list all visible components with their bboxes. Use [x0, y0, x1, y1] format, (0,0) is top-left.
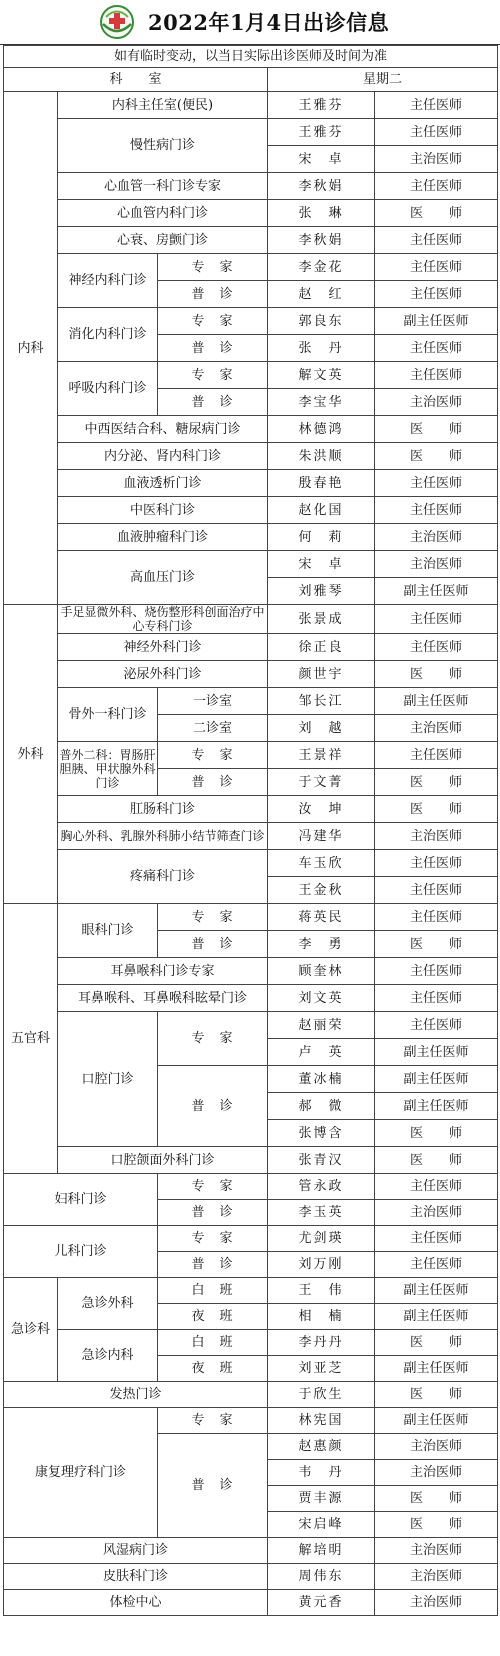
sub-cell: 普 诊 [158, 1066, 268, 1147]
title-cell: 主治医师 [375, 823, 498, 850]
sub-cell: 专 家 [158, 308, 268, 335]
doctor-cell: 李 勇 [268, 931, 375, 958]
title-cell: 主任医师 [375, 119, 498, 146]
category-waike: 外科 [4, 605, 58, 904]
title-cell: 主治医师 [375, 551, 498, 578]
doctor-cell: 郝 微 [268, 1093, 375, 1120]
dept-cell: 消化内科门诊 [58, 308, 158, 362]
title-cell: 主任医师 [375, 904, 498, 931]
table-row [4, 1408, 498, 1434]
table-row [4, 1278, 498, 1304]
dept-cell: 口腔门诊 [58, 1012, 158, 1147]
title-cell: 主任医师 [375, 850, 498, 877]
sub-cell: 普 诊 [158, 389, 268, 416]
doctor-cell: 徐正良 [268, 634, 375, 661]
title-cell: 主任医师 [375, 605, 498, 634]
doctor-cell: 宋 卓 [268, 146, 375, 173]
table-row [4, 742, 498, 769]
title-cell: 医 师 [375, 1330, 498, 1356]
sub-cell: 专 家 [158, 1012, 268, 1066]
title-cell: 主治医师 [375, 389, 498, 416]
table-row [4, 634, 498, 661]
title-cell: 主任医师 [375, 877, 498, 904]
title-cell: 主治医师 [375, 146, 498, 173]
doctor-cell: 颜世宇 [268, 661, 375, 688]
doctor-cell: 顾奎林 [268, 958, 375, 985]
dept-cell: 骨外一科门诊 [58, 688, 158, 742]
column-header-day: 星期二 [268, 68, 498, 92]
doctor-cell: 王景祥 [268, 742, 375, 769]
title-cell: 副主任医师 [375, 578, 498, 605]
table-row [4, 200, 498, 227]
doctor-cell: 蒋英民 [268, 904, 375, 931]
title-cell: 主任医师 [375, 92, 498, 119]
doctor-cell: 朱洪顺 [268, 443, 375, 470]
doctor-cell: 解培明 [268, 1538, 375, 1564]
dept-cell: 血液透析门诊 [58, 470, 268, 497]
title-cell: 副主任医师 [375, 1039, 498, 1066]
dept-cell: 风湿病门诊 [4, 1538, 268, 1564]
title-cell: 医 师 [375, 661, 498, 688]
doctor-cell: 董冰楠 [268, 1066, 375, 1093]
doctor-cell: 郭良东 [268, 308, 375, 335]
title-cell: 主治医师 [375, 1590, 498, 1616]
dept-cell: 心血管一科门诊专家 [58, 173, 268, 200]
sub-cell: 普 诊 [158, 1200, 268, 1226]
dept-cell: 普外二科：胃肠肝胆胰、甲状腺外科门诊 [58, 742, 158, 796]
dept-cell: 高血压门诊 [58, 551, 268, 605]
doctor-cell: 卢 英 [268, 1039, 375, 1066]
title-cell: 医 师 [375, 1486, 498, 1512]
sub-cell: 普 诊 [158, 281, 268, 308]
dept-cell: 内科主任室(便民) [58, 92, 268, 119]
title-cell: 主任医师 [375, 362, 498, 389]
sub-cell: 专 家 [158, 1174, 268, 1200]
dept-cell: 慢性病门诊 [58, 119, 268, 173]
table-row [4, 227, 498, 254]
sub-cell: 普 诊 [158, 335, 268, 362]
table-row [4, 796, 498, 823]
sub-cell: 普 诊 [158, 769, 268, 796]
dept-cell: 神经内科门诊 [58, 254, 158, 308]
title-cell: 医 师 [375, 1512, 498, 1538]
title-cell: 主任医师 [375, 742, 498, 769]
doctor-cell: 李金花 [268, 254, 375, 281]
title-cell: 医 师 [375, 1382, 498, 1408]
title-cell: 副主任医师 [375, 688, 498, 715]
table-row [4, 1012, 498, 1039]
dept-cell: 疼痛科门诊 [58, 850, 268, 904]
dept-cell: 泌尿外科门诊 [58, 661, 268, 688]
sub-cell: 专 家 [158, 904, 268, 931]
table-row [4, 497, 498, 524]
dept-cell: 手足显微外科、烧伤整形科创面治疗中心专科门诊 [58, 605, 268, 634]
title-cell: 主任医师 [375, 634, 498, 661]
doctor-cell: 宋 卓 [268, 551, 375, 578]
title-cell: 主任医师 [375, 281, 498, 308]
doctor-cell: 张 琳 [268, 200, 375, 227]
table-row [4, 308, 498, 335]
dept-cell: 肛肠科门诊 [58, 796, 268, 823]
doctor-cell: 韦 丹 [268, 1460, 375, 1486]
sub-cell: 一诊室 [158, 688, 268, 715]
title-cell: 主任医师 [375, 227, 498, 254]
title-cell: 副主任医师 [375, 1278, 498, 1304]
title-cell: 主治医师 [375, 524, 498, 551]
dept-cell: 皮肤科门诊 [4, 1564, 268, 1590]
title-cell: 主治医师 [375, 1460, 498, 1486]
dept-cell: 中西医结合科、糖尿病门诊 [58, 416, 268, 443]
title-cell: 副主任医师 [375, 308, 498, 335]
doctor-cell: 解文英 [268, 362, 375, 389]
doctor-cell: 尤剑瑛 [268, 1226, 375, 1252]
title-cell: 主任医师 [375, 1174, 498, 1200]
dept-cell: 中医科门诊 [58, 497, 268, 524]
doctor-cell: 于文菁 [268, 769, 375, 796]
dept-cell: 耳鼻喉科、耳鼻喉科眩晕门诊 [58, 985, 268, 1012]
doctor-cell: 黄元香 [268, 1590, 375, 1616]
title-cell: 医 师 [375, 1147, 498, 1174]
doctor-cell: 王雅芬 [268, 119, 375, 146]
sub-cell: 普 诊 [158, 931, 268, 958]
dept-cell: 急诊外科 [58, 1278, 158, 1330]
sub-cell: 普 诊 [158, 1434, 268, 1538]
sub-cell: 专 家 [158, 742, 268, 769]
doctor-cell: 刘文英 [268, 985, 375, 1012]
sub-cell: 专 家 [158, 1408, 268, 1434]
dept-cell: 内分泌、肾内科门诊 [58, 443, 268, 470]
doctor-cell: 刘 越 [268, 715, 375, 742]
doctor-cell: 李秋娟 [268, 173, 375, 200]
title-cell: 医 师 [375, 1120, 498, 1147]
doctor-cell: 林宪国 [268, 1408, 375, 1434]
title-cell: 医 师 [375, 796, 498, 823]
title-cell: 主任医师 [375, 497, 498, 524]
sub-cell: 夜 班 [158, 1304, 268, 1330]
table-row [4, 92, 498, 119]
table-row [4, 823, 498, 850]
dept-cell: 耳鼻喉科门诊专家 [58, 958, 268, 985]
doctor-cell: 刘亚芝 [268, 1356, 375, 1382]
table-row [4, 850, 498, 877]
table-row [4, 1590, 498, 1616]
title-cell: 副主任医师 [375, 1304, 498, 1330]
doctor-cell: 汝 坤 [268, 796, 375, 823]
notice-text: 如有临时变动，以当日实际出诊医师及时间为准 [4, 46, 498, 68]
sub-cell: 普 诊 [158, 1252, 268, 1278]
dept-cell: 体检中心 [4, 1590, 268, 1616]
dept-cell: 呼吸内科门诊 [58, 362, 158, 416]
title-cell: 主任医师 [375, 254, 498, 281]
dept-cell: 急诊内科 [58, 1330, 158, 1382]
title-cell: 医 师 [375, 200, 498, 227]
doctor-cell: 殷春艳 [268, 470, 375, 497]
dept-cell: 妇科门诊 [4, 1174, 158, 1226]
table-row [4, 904, 498, 931]
title-cell: 主任医师 [375, 1252, 498, 1278]
doctor-cell: 何 莉 [268, 524, 375, 551]
table-row [4, 661, 498, 688]
doctor-cell: 张景成 [268, 605, 375, 634]
dept-cell: 口腔颌面外科门诊 [58, 1147, 268, 1174]
doctor-cell: 相 楠 [268, 1304, 375, 1330]
table-row [4, 1330, 498, 1356]
title-cell: 副主任医师 [375, 1066, 498, 1093]
title-cell: 副主任医师 [375, 1356, 498, 1382]
doctor-cell: 赵丽荣 [268, 1012, 375, 1039]
doctor-cell: 贾丰源 [268, 1486, 375, 1512]
table-row [4, 958, 498, 985]
title-cell: 主治医师 [375, 1538, 498, 1564]
table-header-row [4, 68, 498, 92]
dept-cell: 心衰、房颤门诊 [58, 227, 268, 254]
doctor-cell: 管永政 [268, 1174, 375, 1200]
table-row [4, 688, 498, 715]
table-row [4, 1564, 498, 1590]
title-cell: 主治医师 [375, 1564, 498, 1590]
table-row [4, 254, 498, 281]
doctor-cell: 王雅芬 [268, 92, 375, 119]
category-wuguan: 五官科 [4, 904, 58, 1174]
sub-cell: 专 家 [158, 254, 268, 281]
doctor-cell: 王 伟 [268, 1278, 375, 1304]
doctor-cell: 张博含 [268, 1120, 375, 1147]
title-cell: 主任医师 [375, 1226, 498, 1252]
doctor-cell: 李宝华 [268, 389, 375, 416]
title-cell: 主任医师 [375, 173, 498, 200]
page-title: 2022年1月4日出诊信息 [148, 10, 390, 35]
sub-cell: 白 班 [158, 1278, 268, 1304]
doctor-cell: 宋启峰 [268, 1512, 375, 1538]
hospital-logo-icon [98, 4, 136, 40]
dept-cell: 血液肿瘤科门诊 [58, 524, 268, 551]
doctor-cell: 张 丹 [268, 335, 375, 362]
title-cell: 医 师 [375, 443, 498, 470]
dept-cell: 发热门诊 [4, 1382, 268, 1408]
doctor-cell: 刘万刚 [268, 1252, 375, 1278]
table-row [4, 1174, 498, 1200]
table-row [4, 985, 498, 1012]
dept-cell: 康复理疗科门诊 [4, 1408, 158, 1538]
table-row [4, 362, 498, 389]
sub-cell: 专 家 [158, 1226, 268, 1252]
doctor-cell: 林德鸿 [268, 416, 375, 443]
sub-cell: 二诊室 [158, 715, 268, 742]
table-row [4, 1538, 498, 1564]
title-cell: 副主任医师 [375, 1408, 498, 1434]
doctor-cell: 车玉欣 [268, 850, 375, 877]
table-row [4, 470, 498, 497]
title-cell: 主任医师 [375, 335, 498, 362]
sub-cell: 专 家 [158, 362, 268, 389]
title-cell: 医 师 [375, 416, 498, 443]
dept-cell: 眼科门诊 [58, 904, 158, 958]
sub-cell: 夜 班 [158, 1356, 268, 1382]
title-cell: 医 师 [375, 769, 498, 796]
doctor-cell: 王金秋 [268, 877, 375, 904]
sub-cell: 白 班 [158, 1330, 268, 1356]
title-cell: 副主任医师 [375, 1093, 498, 1120]
doctor-cell: 邹长江 [268, 688, 375, 715]
table-row [4, 1147, 498, 1174]
doctor-cell: 李秋娟 [268, 227, 375, 254]
page-header [0, 0, 500, 45]
dept-cell: 心血管内科门诊 [58, 200, 268, 227]
title-cell: 主任医师 [375, 985, 498, 1012]
category-neike: 内科 [4, 92, 58, 605]
title-cell: 主治医师 [375, 1200, 498, 1226]
table-row [4, 605, 498, 634]
title-cell: 主治医师 [375, 1434, 498, 1460]
title-cell: 主任医师 [375, 1012, 498, 1039]
doctor-cell: 赵化国 [268, 497, 375, 524]
table-row [4, 416, 498, 443]
doctor-cell: 冯建华 [268, 823, 375, 850]
dept-cell: 胸心外科、乳腺外科肺小结节筛查门诊 [58, 823, 268, 850]
dept-cell: 神经外科门诊 [58, 634, 268, 661]
schedule-table [3, 45, 498, 1616]
column-header-dept: 科 室 [4, 68, 268, 92]
table-row [4, 1382, 498, 1408]
title-cell: 主治医师 [375, 715, 498, 742]
table-row [4, 524, 498, 551]
title-cell: 主任医师 [375, 958, 498, 985]
dept-cell: 儿科门诊 [4, 1226, 158, 1278]
category-jizhen: 急诊科 [4, 1278, 58, 1382]
doctor-cell: 于欣生 [268, 1382, 375, 1408]
doctor-cell: 张青汉 [268, 1147, 375, 1174]
doctor-cell: 李丹丹 [268, 1330, 375, 1356]
table-row [4, 443, 498, 470]
notice-row [4, 46, 498, 68]
doctor-cell: 李玉英 [268, 1200, 375, 1226]
doctor-cell: 赵 红 [268, 281, 375, 308]
table-row [4, 119, 498, 146]
table-row [4, 551, 498, 578]
title-cell: 主任医师 [375, 470, 498, 497]
table-row [4, 1226, 498, 1252]
doctor-cell: 赵惠颜 [268, 1434, 375, 1460]
doctor-cell: 周伟东 [268, 1564, 375, 1590]
doctor-cell: 刘雅琴 [268, 578, 375, 605]
table-row [4, 173, 498, 200]
title-cell: 医 师 [375, 931, 498, 958]
